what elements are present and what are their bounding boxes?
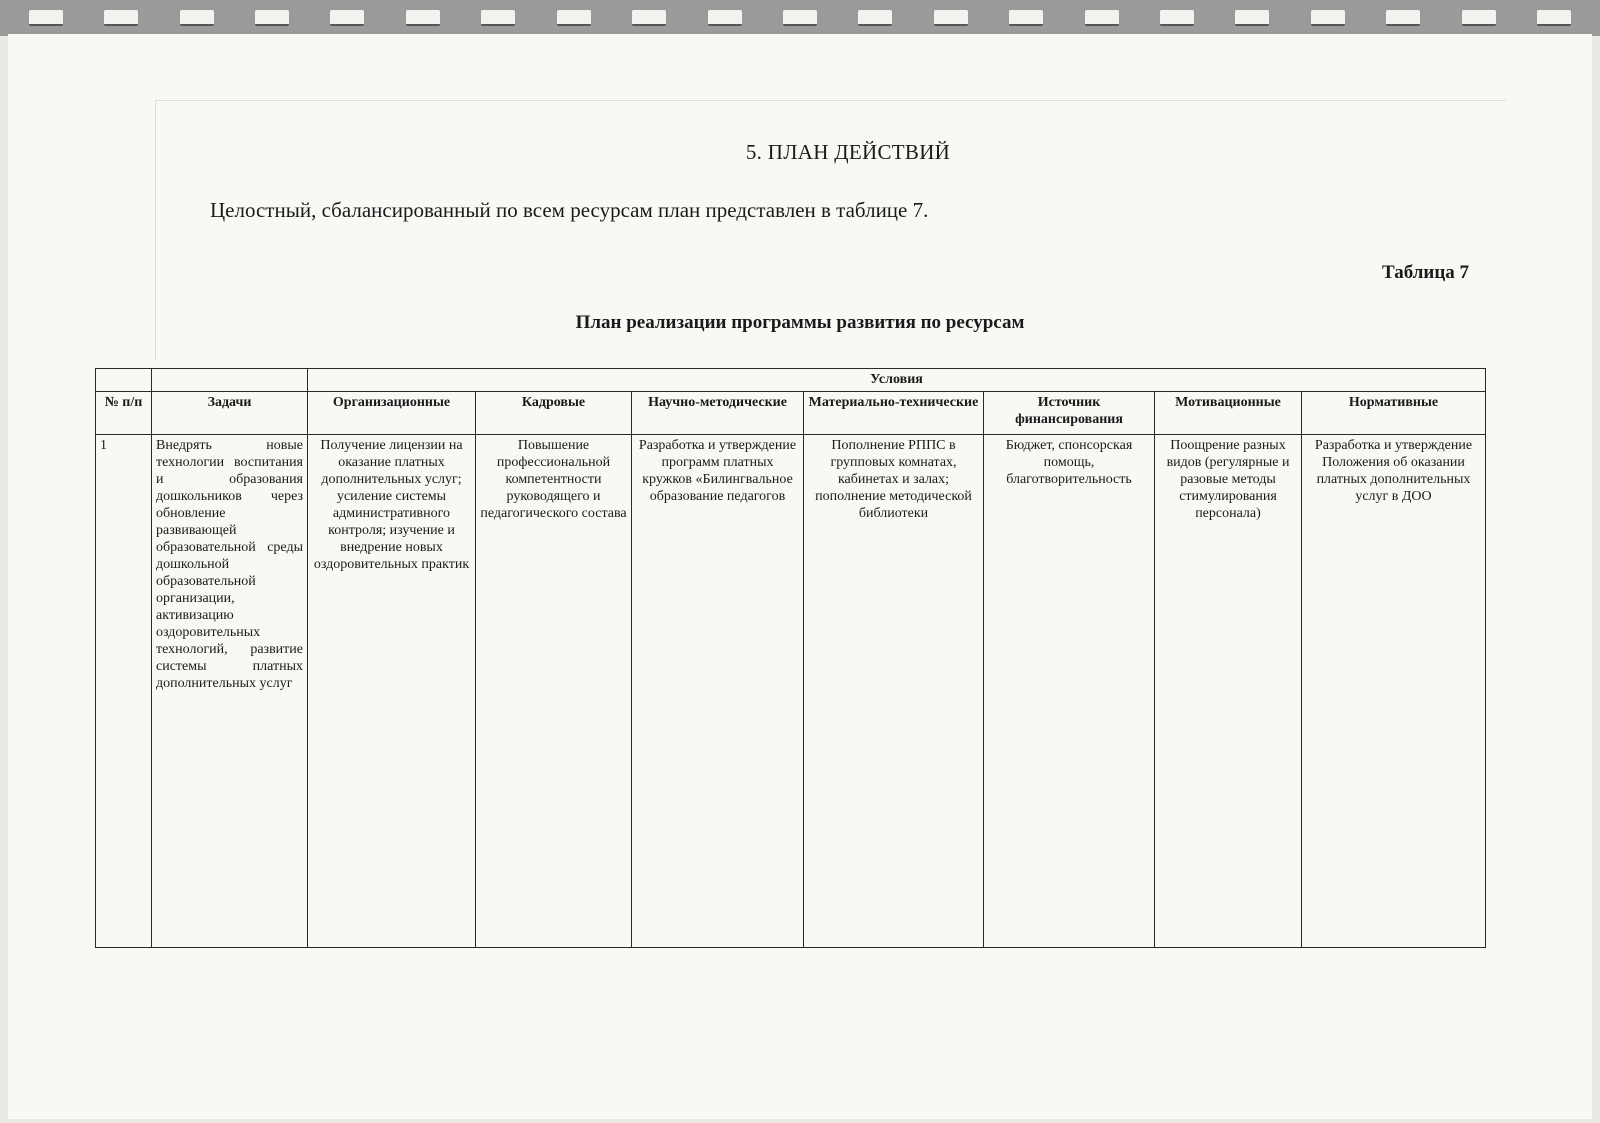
header-spacer — [96, 369, 152, 392]
header-num: № п/п — [96, 392, 152, 435]
resource-plan-table — [95, 368, 1486, 948]
table-title: План реализации программы развития по ресурсам — [575, 312, 1025, 333]
table-row — [96, 435, 1486, 948]
table-number: Таблица 7 — [1382, 262, 1470, 283]
cell-staff: Повышение профессиональной компетентности руководящего и педагогического состава — [476, 435, 632, 948]
header-motivation: Мотивационные — [1155, 392, 1302, 435]
intro-paragraph: Целостный, сбалансированный по всем ресурсам план представлен в таблице 7. — [210, 198, 929, 222]
header-staff: Кадровые — [476, 392, 632, 435]
cell-num: 1 — [96, 435, 152, 948]
cell-finance: Бюджет, спонсорская помощь, благотворительность — [984, 435, 1155, 948]
cell-motivation: Поощрение разных видов (регулярные и разовые методы стимулирования персонала) — [1155, 435, 1302, 948]
cell-task — [152, 435, 308, 948]
header-material: Материально-технические — [804, 392, 984, 435]
cell-org: Получение лицензии на оказание платных дополнительных услуг; усиление системы административного контроля; изучение и внедрение новых оздоровительных практик — [308, 435, 476, 948]
table-column-header-row — [96, 392, 1486, 435]
header-task: Задачи — [152, 392, 308, 435]
header-finance: Источник финансирования — [984, 392, 1155, 435]
cell-task-text: Внедрять новые технологии воспитания и образования дошкольников через обновление развивающей образовательной среды дошкольной образовательной организации, активизацию оздоровительных технологий, развитие системы платных дополнительных услуг — [156, 438, 303, 691]
cell-normative: Разработка и утверждение Положения об оказании платных дополнительных услуг в ДОО — [1302, 435, 1486, 948]
cell-material: Пополнение РППС в групповых комнатах, кабинетах и залах; пополнение методической библиотеки — [804, 435, 984, 948]
table-group-header-row — [96, 369, 1486, 392]
cell-method: Разработка и утверждение программ платных кружков «Билингвальное образование педагогов — [632, 435, 804, 948]
spiral-binding — [0, 0, 1600, 36]
header-conditions: Условия — [308, 369, 1486, 392]
section-heading: 5. ПЛАН ДЕЙСТВИЙ — [745, 140, 951, 164]
header-normative: Нормативные — [1302, 392, 1486, 435]
header-org: Организационные — [308, 392, 476, 435]
header-spacer — [152, 369, 308, 392]
header-method: Научно-методические — [632, 392, 804, 435]
